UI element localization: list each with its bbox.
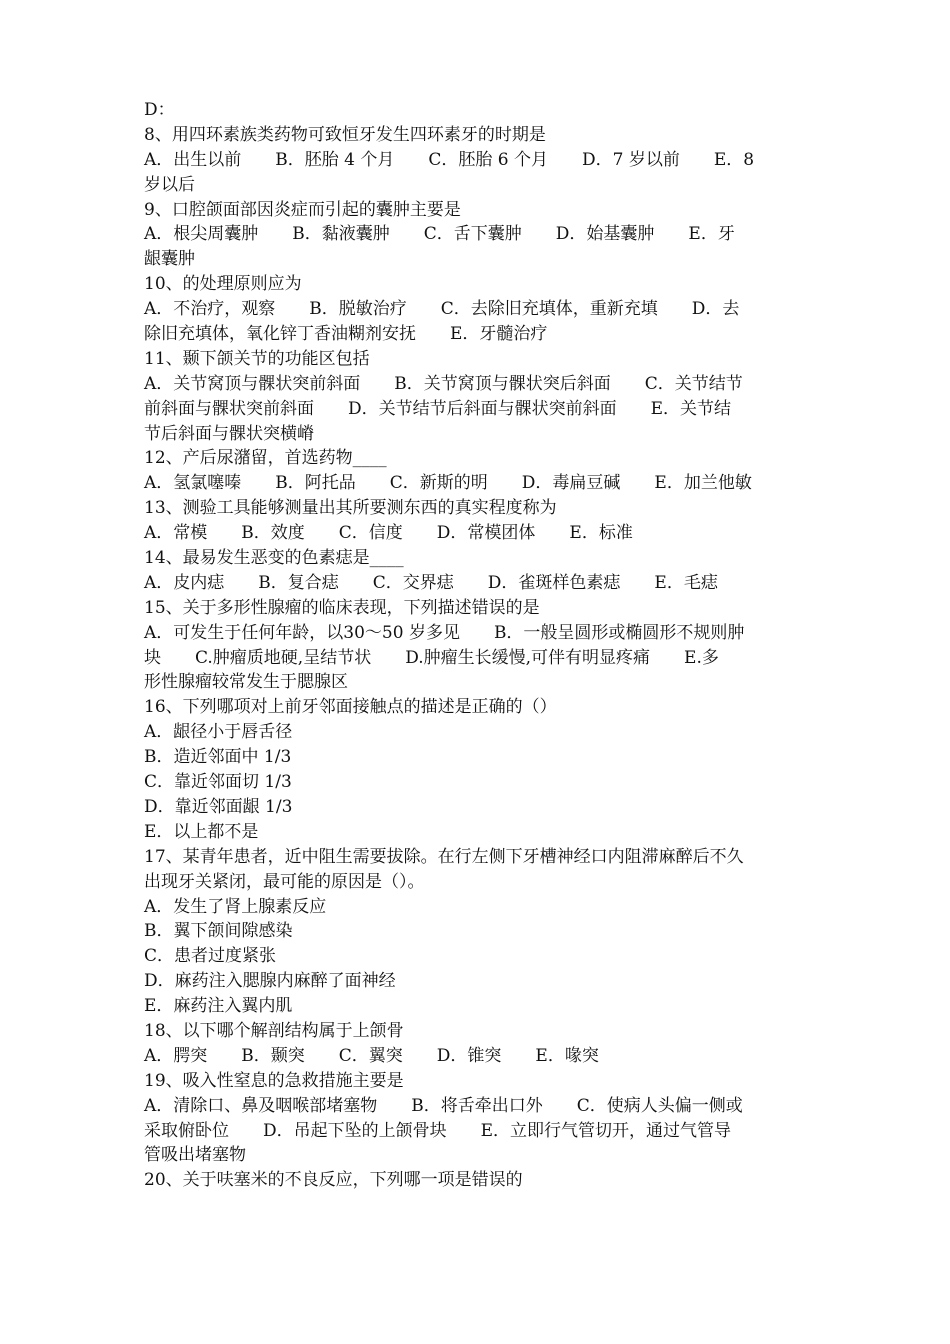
text-line: 8、用四环素族类药物可致恒牙发生四环素牙的时期是	[144, 124, 546, 145]
text-line: A．根尖周囊肿 B．黏液囊肿 C．舌下囊肿 D．始基囊肿 E．牙	[144, 224, 735, 245]
text-line: 12、产后尿潴留，首选药物____	[144, 448, 387, 469]
text-line: A．腭突 B．颞突 C．翼突 D．锥突 E．喙突	[144, 1045, 599, 1066]
text-line: B．翼下颌间隙感染	[144, 921, 293, 942]
text-line: 13、测验工具能够测量出其所要测东西的真实程度称为	[144, 498, 557, 519]
text-line: E．以上都不是	[144, 821, 259, 842]
text-line: A．皮内痣 B．复合痣 C．交界痣 D．雀斑样色素痣 E．毛痣	[144, 572, 718, 593]
text-line: 岁以后	[144, 174, 195, 195]
text-line: 17、某青年患者，近中阻生需要拔除。在行左侧下牙槽神经口内阻滞麻醉后不久	[144, 846, 744, 867]
text-line: 除旧充填体，氧化锌丁香油糊剂安抚 E．牙髓治疗	[144, 324, 548, 345]
text-line: D．靠近邻面龈 1/3	[144, 796, 293, 817]
text-line: 节后斜面与髁状突横嵴	[144, 423, 314, 444]
text-line: 18、以下哪个解剖结构属于上颌骨	[144, 1020, 404, 1041]
text-line: 管吸出堵塞物	[144, 1145, 246, 1166]
document-page	[144, 98, 808, 1193]
text-line: 10、的处理原则应为	[144, 274, 302, 295]
text-line: 前斜面与髁状突前斜面 D．关节结节后斜面与髁状突前斜面 E．关节结	[144, 398, 732, 419]
text-line: 出现牙关紧闭，最可能的原因是（）。	[144, 871, 425, 892]
text-line: A．常模 B．效度 C．信度 D．常模团体 E．标准	[144, 523, 633, 544]
text-line: 形性腺瘤较常发生于腮腺区	[144, 672, 348, 693]
text-line: 16、下列哪项对上前牙邻面接触点的描述是正确的（）	[144, 697, 557, 718]
text-line: A．发生了肾上腺素反应	[144, 896, 327, 917]
text-line: A．不治疗，观察 B．脱敏治疗 C．去除旧充填体，重新充填 D．去	[144, 299, 740, 320]
text-line: 19、吸入性窒息的急救措施主要是	[144, 1070, 404, 1091]
text-line: A．关节窝顶与髁状突前斜面 B．关节窝顶与髁状突后斜面 C．关节结节	[144, 373, 743, 394]
text-line: D：	[144, 100, 175, 120]
text-line: 14、最易发生恶变的色素痣是____	[144, 548, 404, 569]
text-line: 11、颞下颌关节的功能区包括	[144, 348, 370, 369]
text-line: B．造近邻面中 1/3	[144, 747, 292, 768]
text-line: 采取俯卧位 D．吊起下坠的上颌骨块 E．立即行气管切开，通过气管导	[144, 1120, 732, 1141]
text-line: 9、口腔颌面部因炎症而引起的囊肿主要是	[144, 199, 461, 220]
text-line: A．出生以前 B．胚胎 4 个月 C．胚胎 6 个月 D．7 岁以前 E．8	[144, 149, 755, 170]
text-line: A．清除口、鼻及咽喉部堵塞物 B．将舌牵出口外 C．使病人头偏一侧或	[144, 1095, 743, 1116]
text-line: 块 C.肿瘤质地硬,呈结节状 D.肿瘤生长缓慢,可伴有明显疼痛 E.多	[144, 647, 719, 668]
text-line: A．可发生于任何年龄，以30～50 岁多见 B．一般呈圆形或椭圆形不规则肿	[144, 622, 745, 643]
text-line: A．龈径小于唇舌径	[144, 722, 293, 743]
text-line: 15、关于多形性腺瘤的临床表现，下列描述错误的是	[144, 597, 540, 618]
text-line: D．麻药注入腮腺内麻醉了面神经	[144, 971, 396, 992]
text-line: C．患者过度紧张	[144, 946, 277, 967]
text-line: 龈囊肿	[144, 249, 195, 270]
text-line: A．氢氯噻嗪 B．阿托品 C．新斯的明 D．毒扁豆碱 E．加兰他敏	[144, 473, 752, 494]
text-line: 20、关于呋塞米的不良反应，下列哪一项是错误的	[144, 1170, 523, 1191]
text-line: E．麻药注入翼内肌	[144, 996, 293, 1017]
text-line: C．靠近邻面切 1/3	[144, 772, 292, 793]
